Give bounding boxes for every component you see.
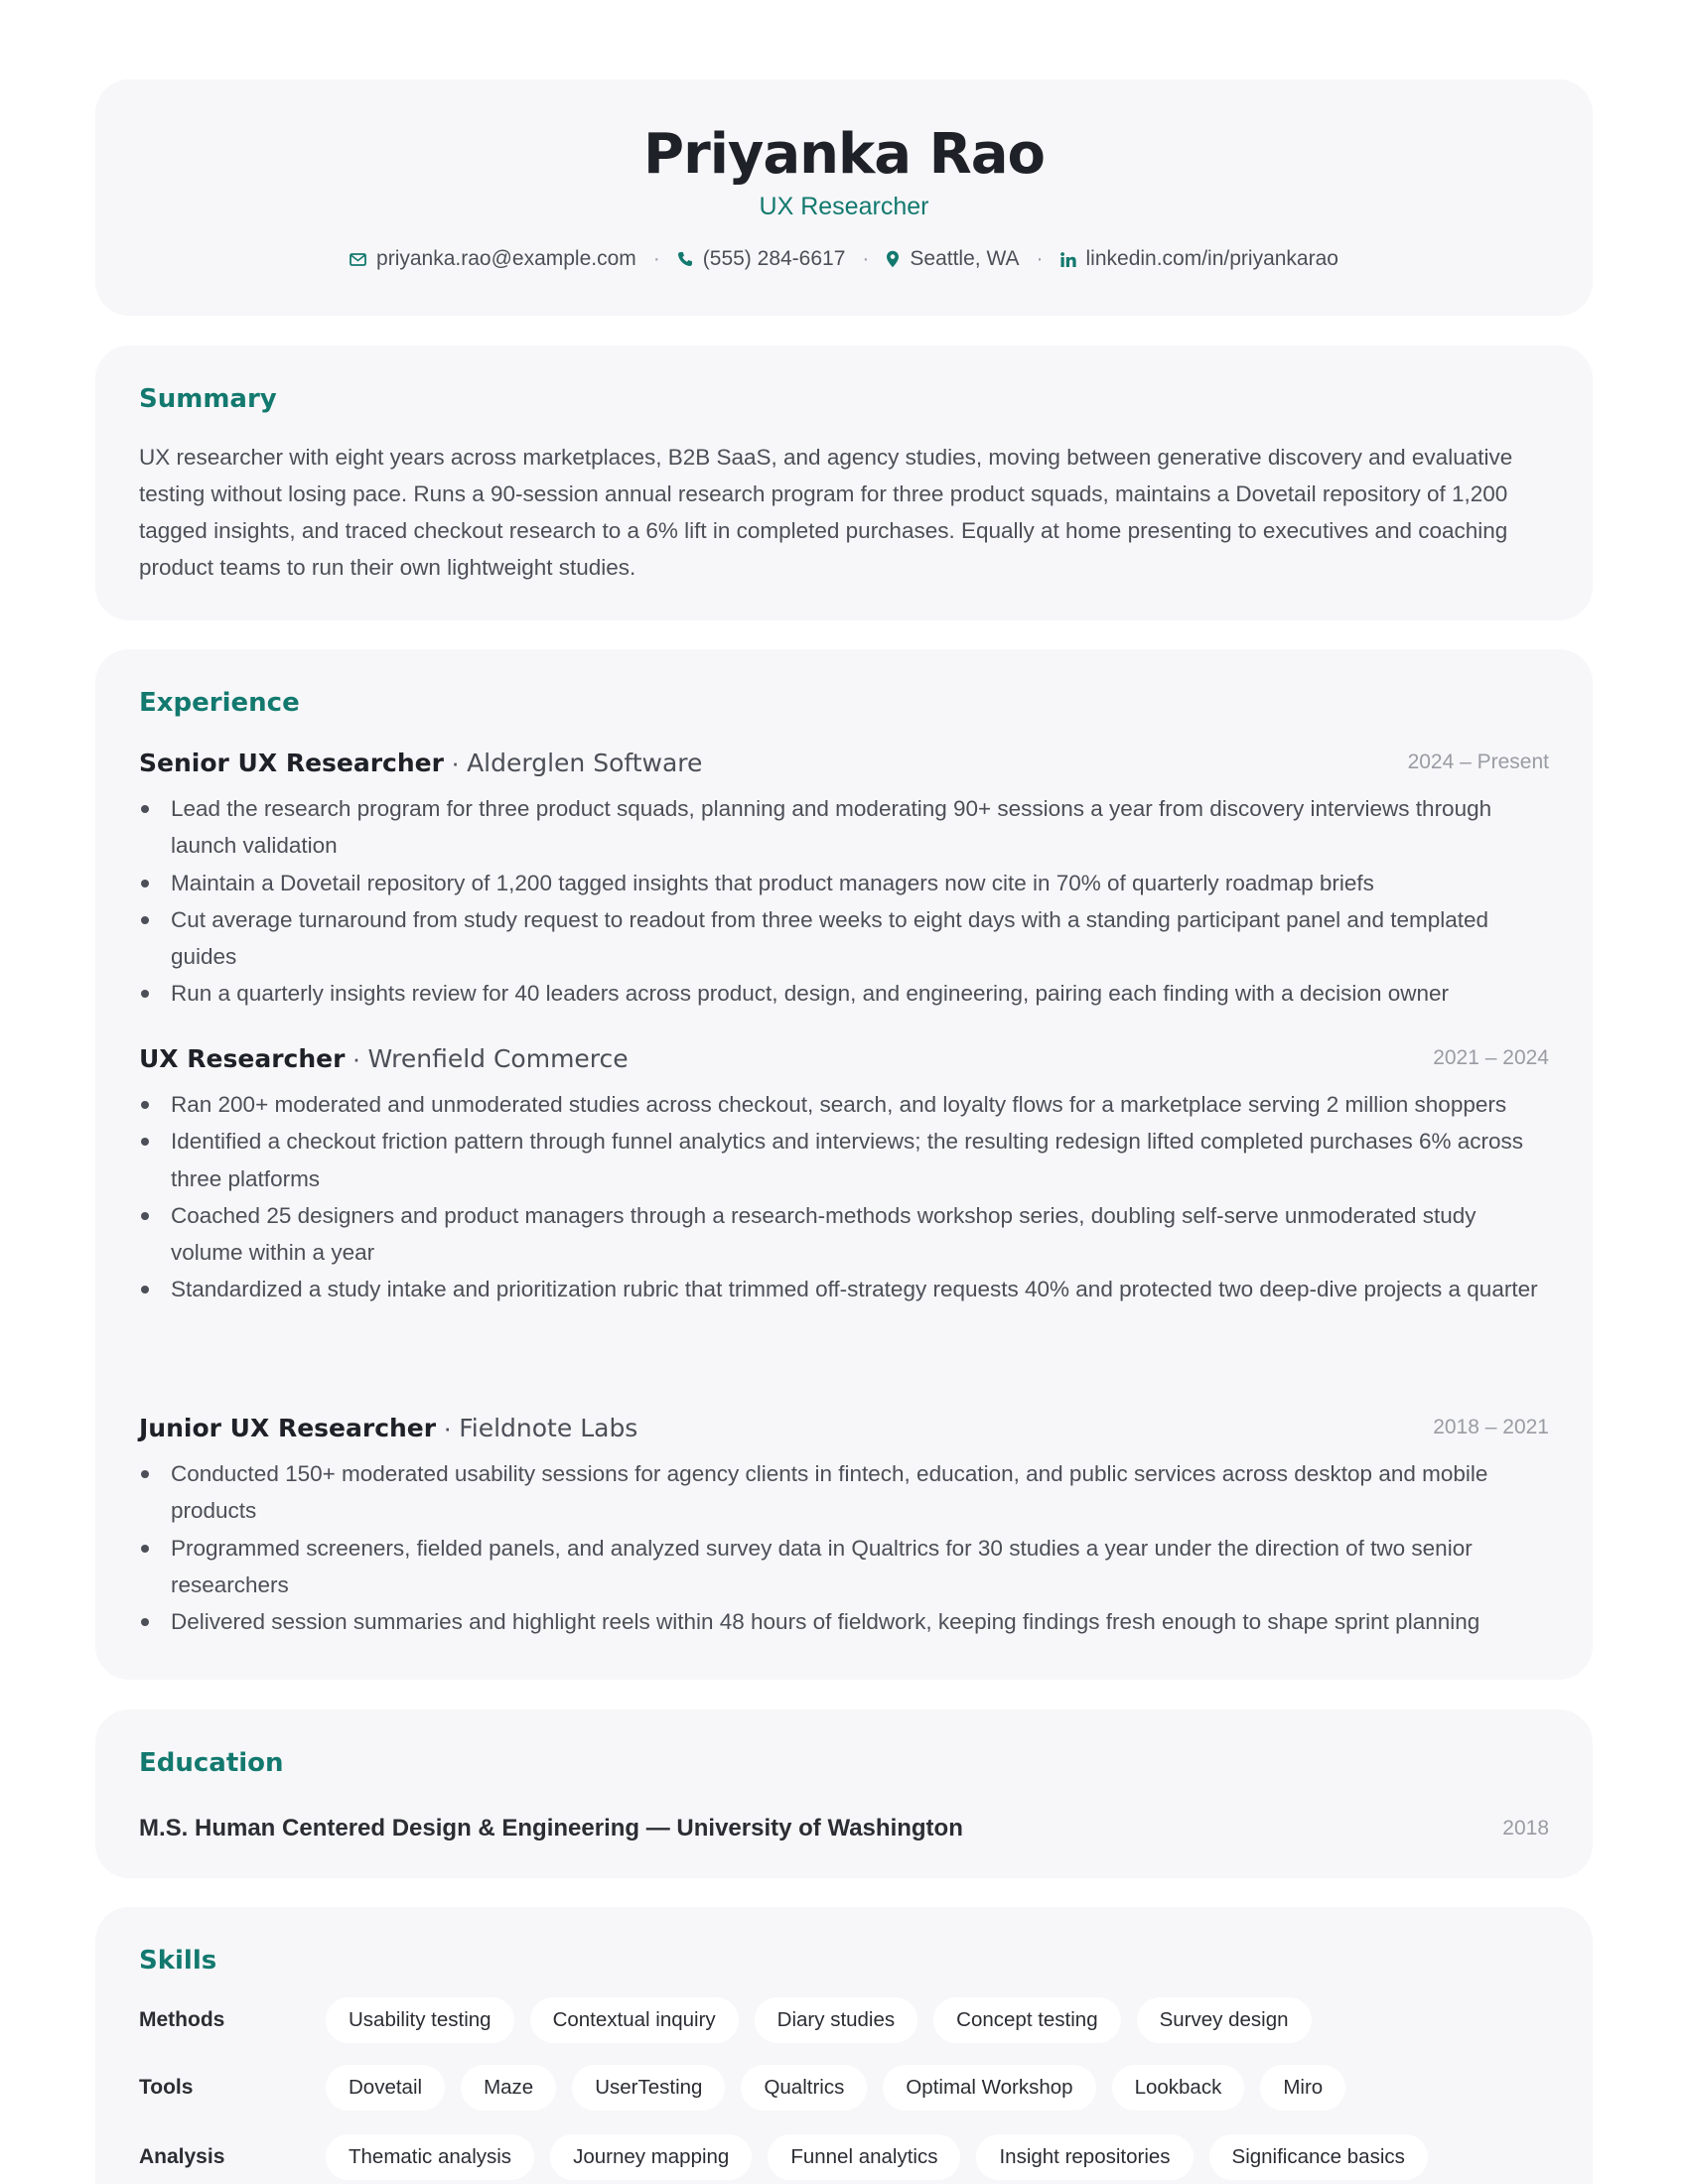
mail-icon <box>350 253 366 266</box>
bullet-item: Cut average turnaround from study request to readout from three weeks to eight days with a standing participant panel and templated guides <box>139 901 1549 976</box>
skill-chips <box>326 1997 1328 2043</box>
job-title: Senior UX Researcher <box>139 749 444 777</box>
education-card <box>95 1709 1593 1878</box>
phone-text: (555) 284-6617 <box>702 247 846 270</box>
job-bullets <box>139 1086 1549 1308</box>
job-title: Junior UX Researcher <box>139 1414 437 1442</box>
summary-text: UX researcher with eight years across marketplaces, B2B SaaS, and agency studies, moving between generative discovery and evaluative testing without losing pace. Runs a 90-session annual research program for three product squads, maintains a Dovetail repository of 1,200 tagged insights, and traced checkout research to a 6% lift in completed purchases. Equally at home presenting to executives and coaching product teams to run their own lightweight studies. <box>139 445 1513 580</box>
job-entry <box>139 743 1549 1013</box>
skill-chip: Insight repositories <box>976 2134 1193 2180</box>
contact-separator: · <box>1036 247 1044 270</box>
bullet-item: Lead the research program for three product squads, planning and moderating 90+ sessions a year from discovery interviews through launch validation <box>139 790 1549 865</box>
bullet-item: Conducted 150+ moderated usability sessions for agency clients in fintech, education, and public services across desktop and mobile products <box>139 1455 1549 1530</box>
skill-chip: Usability testing <box>326 1997 514 2043</box>
skill-group-label: Tools <box>139 2076 194 2099</box>
skill-chip: Journey mapping <box>550 2134 752 2180</box>
phone-icon <box>677 251 693 267</box>
skill-chip: Lookback <box>1112 2065 1245 2111</box>
skill-chip: Maze <box>461 2065 556 2111</box>
summary-heading: Summary <box>139 384 277 414</box>
skill-chips <box>326 2065 1361 2111</box>
contact-phone[interactable] <box>677 244 846 274</box>
job-bullets <box>139 1455 1549 1640</box>
skill-chips <box>326 2134 1444 2180</box>
header-card <box>95 79 1593 316</box>
experience-card <box>95 649 1593 1680</box>
job-title-line: Junior UX Researcher · Fieldnote Labs <box>139 1413 638 1442</box>
skills-heading: Skills <box>139 1946 217 1976</box>
candidate-role: UX Researcher <box>759 193 929 220</box>
skill-chip: Optimal Workshop <box>883 2065 1095 2111</box>
job-bullets <box>139 790 1549 1013</box>
job-dates: 2018 – 2021 <box>1433 1416 1549 1438</box>
skill-chip: Qualtrics <box>741 2065 867 2111</box>
bullet-item: Maintain a Dovetail repository of 1,200 tagged insights that product managers now cite in 70% of quarterly roadmap briefs <box>139 865 1549 901</box>
job-company: Alderglen Software <box>467 749 703 777</box>
job-dates: 2021 – 2024 <box>1433 1046 1549 1069</box>
candidate-name: Priyanka Rao <box>643 122 1045 187</box>
education-heading: Education <box>139 1748 284 1778</box>
summary-card <box>95 345 1593 620</box>
skills-card <box>95 1907 1593 2184</box>
job-dates: 2024 – Present <box>1407 751 1549 773</box>
bullet-item: Ran 200+ moderated and unmoderated studies across checkout, search, and loyalty flows for a marketplace serving 2 million shoppers <box>139 1086 1549 1123</box>
skill-chip: Contextual inquiry <box>530 1997 739 2043</box>
bullet-item: Run a quarterly insights review for 40 leaders across product, design, and engineering, pairing each finding with a decision owner <box>139 975 1549 1012</box>
job-header <box>139 1408 1549 1447</box>
experience-heading: Experience <box>139 688 300 718</box>
job-title-line: Senior UX Researcher · Alderglen Software <box>139 748 703 777</box>
job-title: UX Researcher <box>139 1044 346 1073</box>
bullet-item: Standardized a study intake and prioritization rubric that trimmed off-strategy requests 40% and protected two deep-dive projects a quarter <box>139 1271 1549 1307</box>
skill-group <box>139 2133 1549 2181</box>
contact-location <box>886 244 1019 274</box>
skill-chip: Dovetail <box>326 2065 445 2111</box>
contact-email[interactable] <box>350 244 636 274</box>
job-header <box>139 1038 1549 1078</box>
job-entry <box>139 1038 1549 1308</box>
skill-chip: Thematic analysis <box>326 2134 534 2180</box>
contact-linkedin[interactable] <box>1060 244 1338 274</box>
location-pin-icon <box>886 250 900 268</box>
education-year: 2018 <box>1502 1817 1549 1840</box>
skill-group <box>139 2064 1549 2112</box>
job-header <box>139 743 1549 782</box>
linkedin-icon <box>1060 252 1076 267</box>
location-text: Seattle, WA <box>910 247 1020 270</box>
skill-chip: UserTesting <box>572 2065 725 2111</box>
skill-chip: Significance basics <box>1209 2134 1428 2180</box>
contact-separator: · <box>862 247 870 270</box>
bullet-item: Programmed screeners, fielded panels, and analyzed survey data in Qualtrics for 30 studies a year under the direction of two senior researchers <box>139 1530 1549 1604</box>
skill-chip: Diary studies <box>755 1997 918 2043</box>
bullet-item: Identified a checkout friction pattern through funnel analytics and interviews; the resulting redesign lifted completed purchases 6% across three platforms <box>139 1123 1549 1197</box>
job-entry <box>139 1408 1549 1640</box>
skill-chip: Concept testing <box>933 1997 1120 2043</box>
job-company: Fieldnote Labs <box>459 1414 638 1442</box>
skill-group-label: Analysis <box>139 2145 225 2168</box>
job-title-line: UX Researcher · Wrenfield Commerce <box>139 1043 629 1073</box>
bullet-item: Delivered session summaries and highlight reels within 48 hours of fieldwork, keeping findings fresh enough to shape sprint planning <box>139 1603 1549 1640</box>
education-entry <box>139 1809 1549 1848</box>
bullet-item: Coached 25 designers and product managers through a research-methods workshop series, doubling self-serve unmoderated study volume within a year <box>139 1197 1549 1272</box>
education-degree: M.S. Human Centered Design & Engineering — University of Washington <box>139 1815 963 1842</box>
job-company: Wrenfield Commerce <box>367 1044 629 1073</box>
skill-chip: Survey design <box>1137 1997 1312 2043</box>
skill-chip: Funnel analytics <box>768 2134 960 2180</box>
contact-separator: · <box>652 247 660 270</box>
skill-group-label: Methods <box>139 2008 225 2031</box>
contact-bar <box>95 244 1593 274</box>
skill-chip: Miro <box>1260 2065 1345 2111</box>
email-text: priyanka.rao@example.com <box>376 247 636 270</box>
linkedin-text: linkedin.com/in/priyankarao <box>1085 247 1338 270</box>
skill-group <box>139 1996 1549 2044</box>
